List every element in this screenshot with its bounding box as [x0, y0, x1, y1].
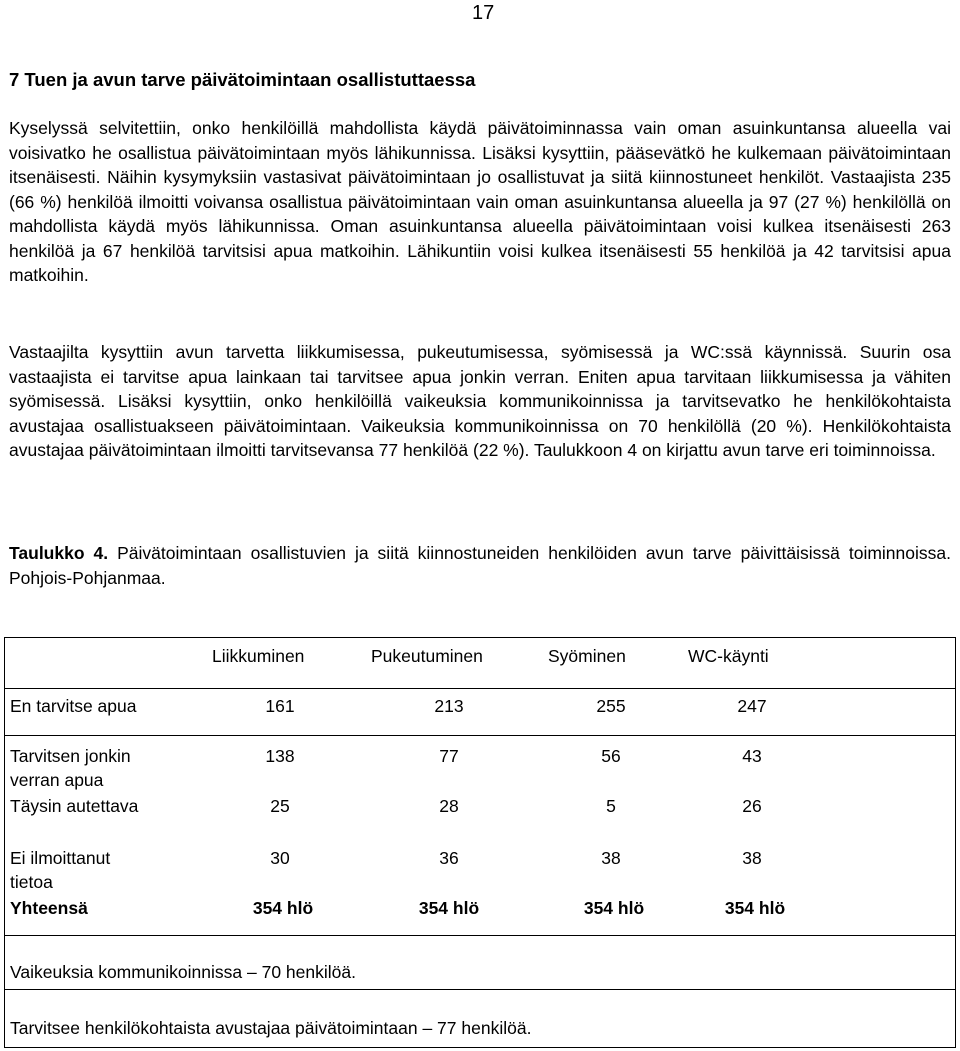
table-cell: 38: [601, 848, 621, 868]
table-cell: 5: [606, 796, 616, 816]
column-header-liikkuminen: Liikkuminen: [212, 646, 305, 666]
table-caption-label: Taulukko 4.: [9, 543, 109, 563]
column-header-pukeutuminen: Pukeutuminen: [371, 646, 483, 666]
table-cell: 138: [265, 746, 295, 766]
table-note: Vaikeuksia kommunikoinnissa – 70 henkilöä.: [10, 962, 356, 982]
table-caption-text: Päivätoimintaan osallistuvien ja siitä kiinnostuneiden henkilöiden avun tarve päivittäisissä toiminnoissa. Pohjois-Pohjanmaa.: [9, 543, 951, 588]
table-cell: 161: [265, 696, 295, 716]
total-cell: 354 hlö: [252, 898, 314, 918]
total-cell: 354 hlö: [724, 898, 786, 918]
table-cell: 30: [270, 848, 290, 868]
table-cell: 255: [596, 696, 626, 716]
table-cell: 25: [270, 796, 290, 816]
total-row-label: Yhteensä: [10, 898, 88, 918]
row-label: verran apua: [10, 770, 104, 790]
table-cell: 36: [439, 848, 459, 868]
table-cell: 213: [434, 696, 464, 716]
column-header-wc-kaynti: WC-käynti: [688, 646, 769, 666]
table-rule: [5, 735, 955, 736]
table-rule: [5, 989, 955, 990]
table-cell: 56: [601, 746, 621, 766]
row-label: En tarvitse apua: [10, 696, 137, 716]
paragraph-2: Vastaajilta kysyttiin avun tarvetta liikkumisessa, pukeutumisessa, syömisessä ja WC:ssä käynnissä. Suurin osa vastaajista ei tarvitse apua lainkaan tai tarvitsee apua jonkin verran. Eniten apua tarvitaan liikkumisessa ja vähiten syömisessä. Lisäksi kysyttiin, onko henkilöillä vaikeuksia kommunikoinnissa ja tarvitsevatko he henkilökohtaista avustajaa osallistuakseen päivätoimintaan. Vaikeuksia kommunikoinnissa on 70 henkilöllä (20 %). Henkilökohtaista avustajaa päivätoimintaan ilmoitti tarvitsevansa 77 henkilöä (22 %). Taulukkoon 4 on kirjattu avun tarve eri toiminnoissa.: [9, 342, 951, 460]
table-rule: [5, 688, 955, 689]
help-needs-table: [4, 637, 956, 1048]
table-cell: 26: [742, 796, 762, 816]
table-cell: 77: [439, 746, 459, 766]
row-label: Tarvitsen jonkin: [10, 746, 131, 766]
table-caption: [9, 541, 951, 590]
table-cell: 28: [439, 796, 459, 816]
section-heading: 7 Tuen ja avun tarve päivätoimintaan osallistuttaessa: [9, 69, 476, 90]
row-label: tietoa: [10, 872, 53, 892]
total-cell: 354 hlö: [418, 898, 480, 918]
page-number: 17: [472, 2, 495, 24]
row-label: Ei ilmoittanut: [10, 848, 111, 868]
row-label: Täysin autettava: [10, 796, 139, 816]
paragraph-1: Kyselyssä selvitettiin, onko henkilöillä mahdollista käydä päivätoiminnassa vain oman asuinkuntansa alueella vai voisivatko he osallistua päivätoimintaan myös lähikunnissa. Lisäksi kysyttiin, pääsevätkö he kulkemaan päivätoimintaan itsenäisesti. Näihin kysymyksiin vastasivat päivätoimintaan jo osallistuvat ja siitä kiinnostuneet henkilöt. Vastaajista 235 (66 %) henkilöä ilmoitti voivansa osallistua päivätoimintaan vain oman asuinkuntansa alueella ja 97 (27 %) henkilöllä on mahdollista käydä myös lähikunnissa. Oman asuinkuntansa alueella päivätoimintaan voisi kulkea itsenäisesti 263 henkilöä ja 67 henkilöä tarvitsisi apua matkoihin. Lähikuntiin voisi kulkea itsenäisesti 55 henkilöä ja 42 tarvitsisi apua matkoihin.: [9, 118, 951, 285]
table-cell: 43: [742, 746, 762, 766]
total-cell: 354 hlö: [583, 898, 645, 918]
column-header-syominen: Syöminen: [548, 646, 626, 666]
table-rule: [5, 935, 955, 936]
table-cell: 247: [737, 696, 767, 716]
table-note: Tarvitsee henkilökohtaista avustajaa päivätoimintaan – 77 henkilöä.: [10, 1018, 532, 1038]
table-cell: 38: [742, 848, 762, 868]
